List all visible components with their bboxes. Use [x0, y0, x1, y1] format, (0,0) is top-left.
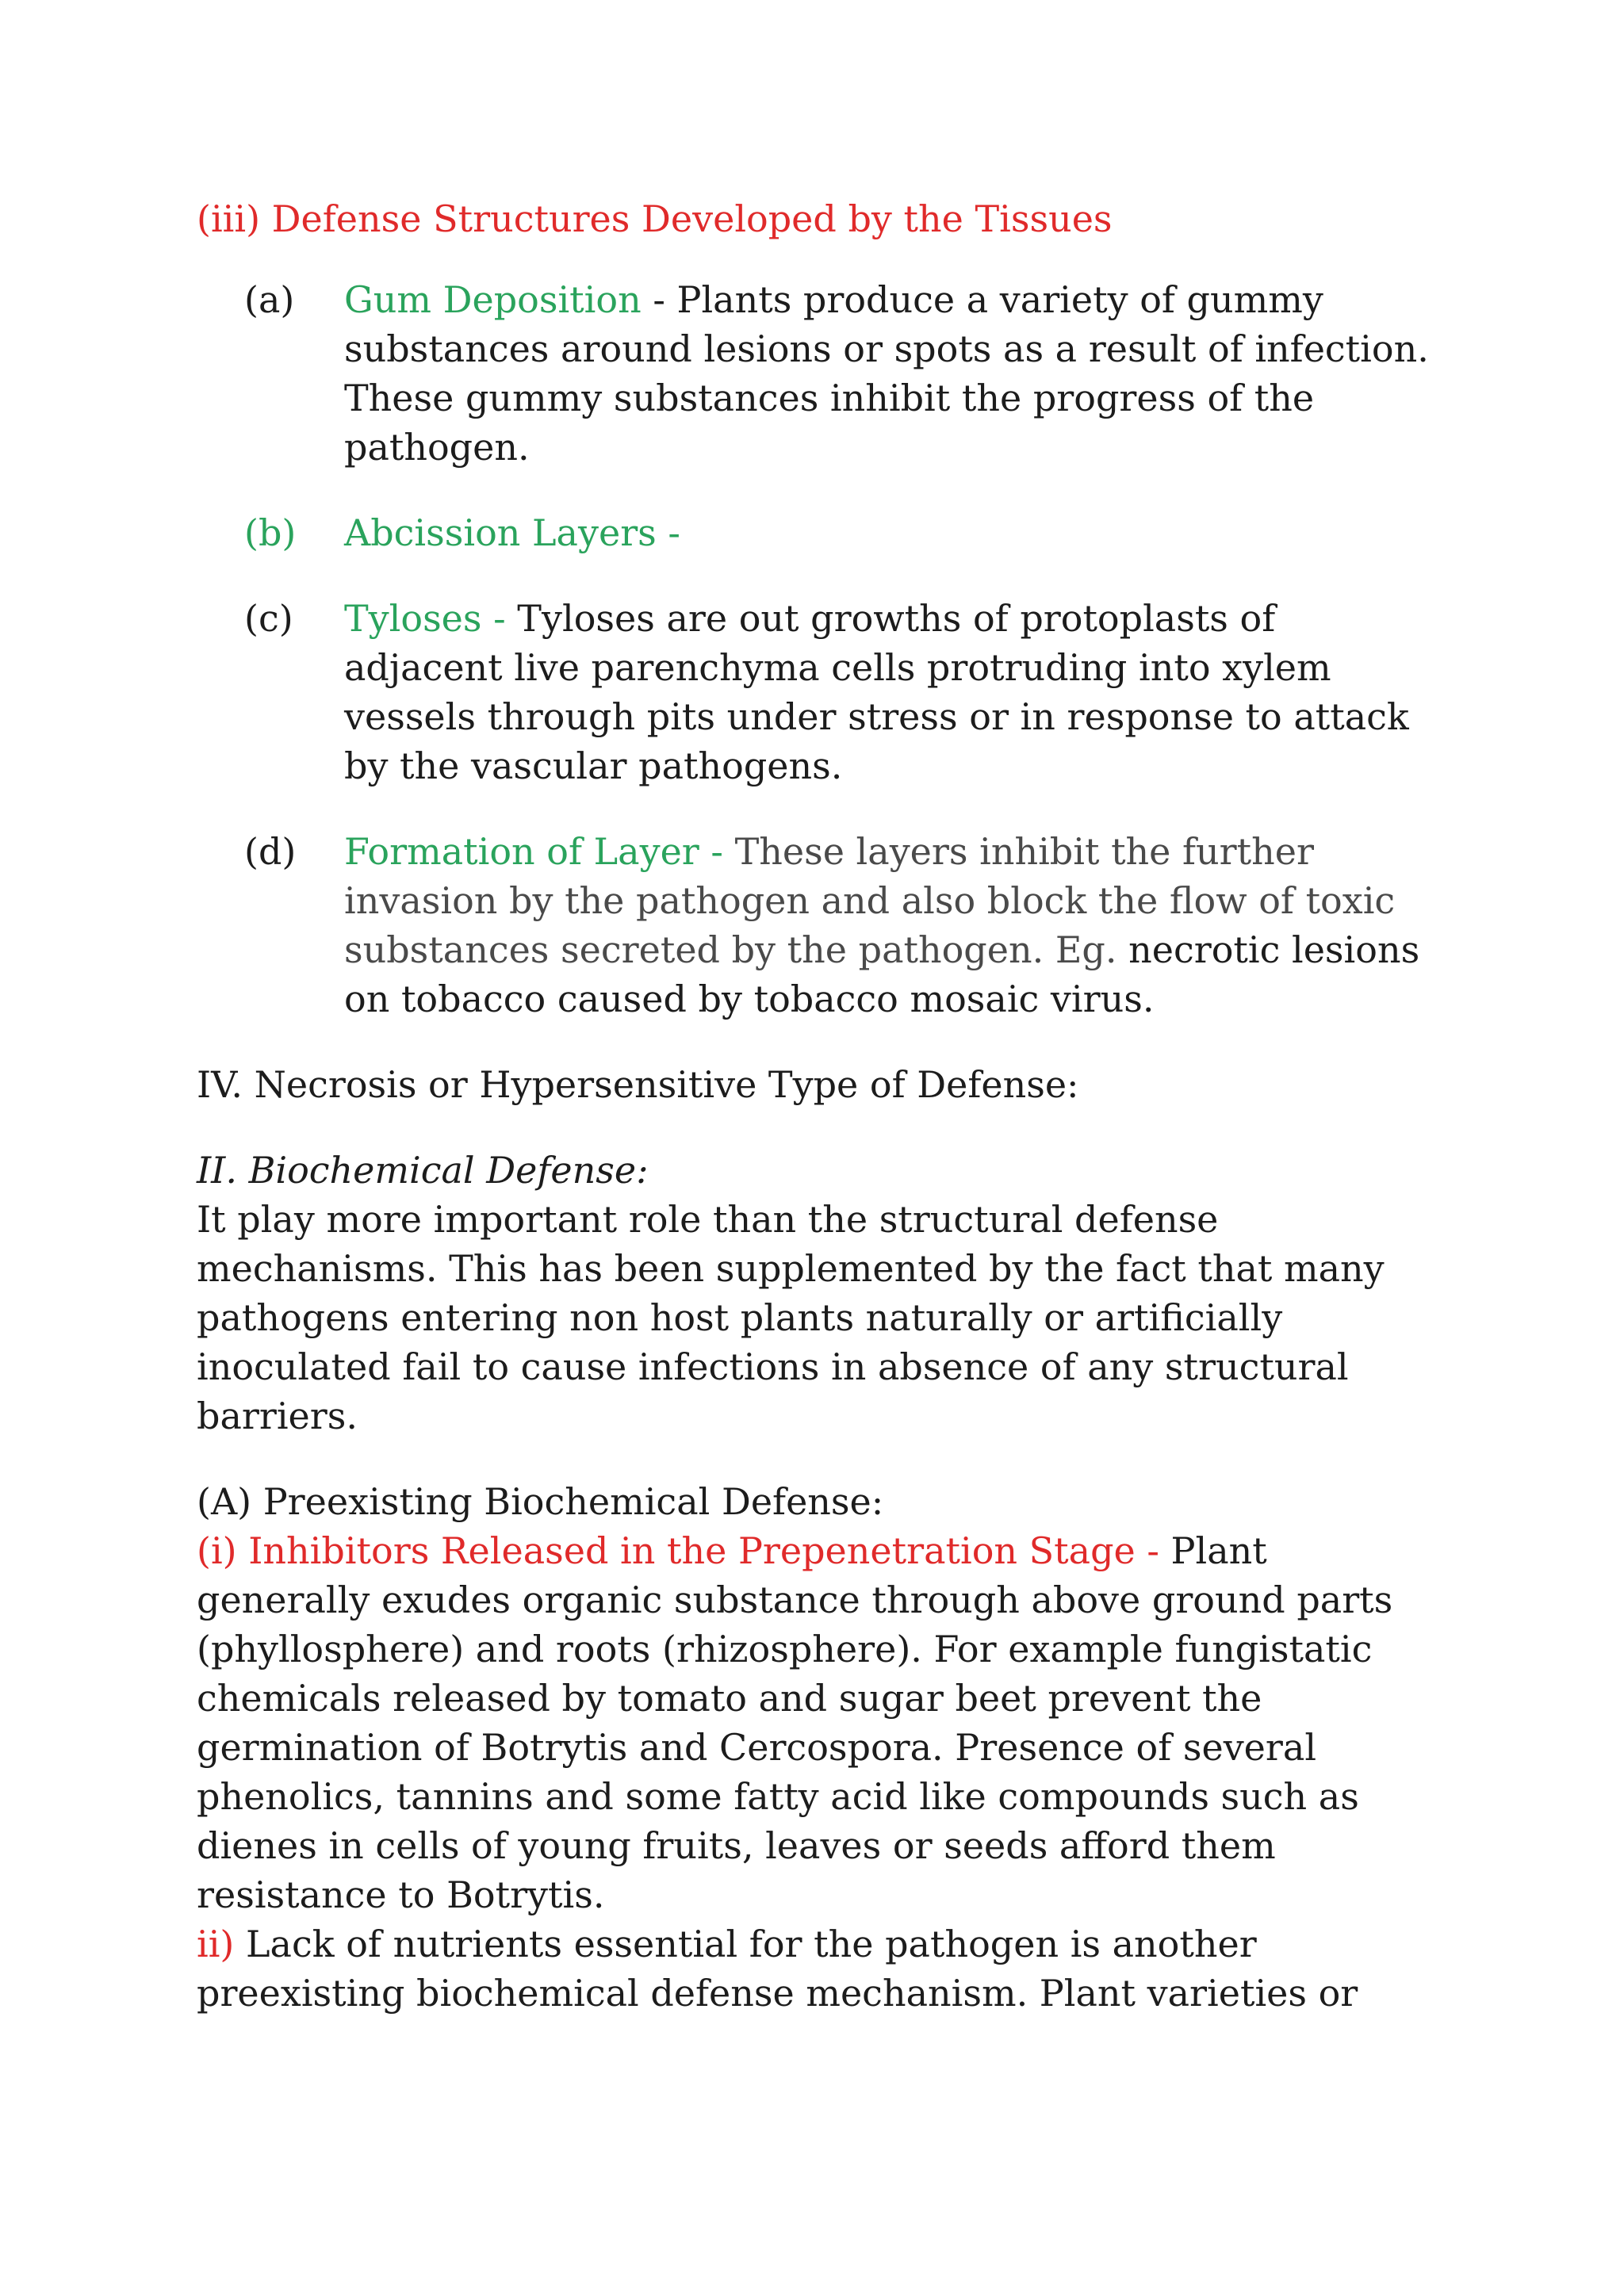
list-body-a: [344, 275, 1434, 472]
section-ii-text: It play more important role than the structural defense mechanisms. This has been supplemented by the fact that many pathogens entering non host plants naturally or artificially inoculated fail to cause infections in absence of any structural barriers.: [197, 1198, 1385, 1437]
section-ii-heading: II. Biochemical Defense:: [197, 1149, 649, 1192]
list-body-b: [344, 508, 1434, 557]
item-i-label: (i) Inhibitors Released in the Prepenetration Stage -: [197, 1529, 1159, 1572]
list-body-c: [344, 594, 1434, 790]
section-a-item-ii: [197, 1919, 1434, 2018]
list-marker-a: (a): [244, 278, 295, 321]
section-a-heading: (A) Preexisting Biochemical Defense:: [197, 1480, 884, 1523]
item-title-formation-of-layer: Formation of Layer -: [344, 830, 723, 873]
item-i-text: Plant generally exudes organic substance through above ground parts (phyllosphere) and roots (rhizosphere). For example fungistatic chemicals released by tomato and sugar beet prevent the germination of Botrytis and Cercospora. Presence of several phenolics, tannins and some fatty acid like compounds such as dienes in cells of young fruits, leaves or seeds afford them resistance to Botrytis.: [197, 1529, 1393, 1916]
item-dash: -: [641, 278, 677, 321]
section-iv-heading: IV. Necrosis or Hypersensitive Type of Defense:: [197, 1063, 1079, 1106]
section-iii-heading: (iii) Defense Structures Developed by the Tissues: [197, 197, 1113, 240]
item-text-tyloses: Tyloses are out growths of protoplasts of adjacent live parenchyma cells protruding into xylem vessels through pits under stress or in response to attack by the vascular pathogens.: [344, 597, 1409, 787]
item-title-gum-deposition: Gum Deposition: [344, 278, 642, 321]
list-item-c: [197, 594, 1434, 790]
list-item-d: [197, 827, 1434, 1024]
list-item-a: [197, 275, 1434, 472]
list-item-b: [197, 508, 1434, 557]
item-title-tyloses: Tyloses -: [344, 597, 506, 640]
list-body-d: [344, 827, 1434, 1024]
list-marker-b: (b): [244, 511, 297, 554]
document-body: [197, 194, 1434, 2018]
item-text-formation-of-layer: necrotic lesions on tobacco caused by tobacco mosaic virus.: [344, 928, 1420, 1020]
item-gray-text-formation-of-layer: These layers inhibit the further invasion by the pathogen and also block the flow of toxic substances secreted by the pathogen. Eg.: [344, 830, 1396, 971]
item-ii-text: Lack of nutrients essential for the pathogen is another preexisting biochemical defense mechanism. Plant varieties or: [197, 1923, 1358, 2015]
list-marker-c: (c): [244, 597, 293, 640]
item-ii-label: ii): [197, 1923, 235, 1965]
item-title-abcission-layers: Abcission Layers -: [344, 511, 680, 554]
item-text-gum-deposition: Plants produce a variety of gummy substances around lesions or spots as a result of infection. These gummy substances inhibit the progress of the pathogen.: [344, 278, 1429, 469]
list-marker-d: (d): [244, 830, 297, 873]
section-a-item-i: [197, 1526, 1434, 1919]
